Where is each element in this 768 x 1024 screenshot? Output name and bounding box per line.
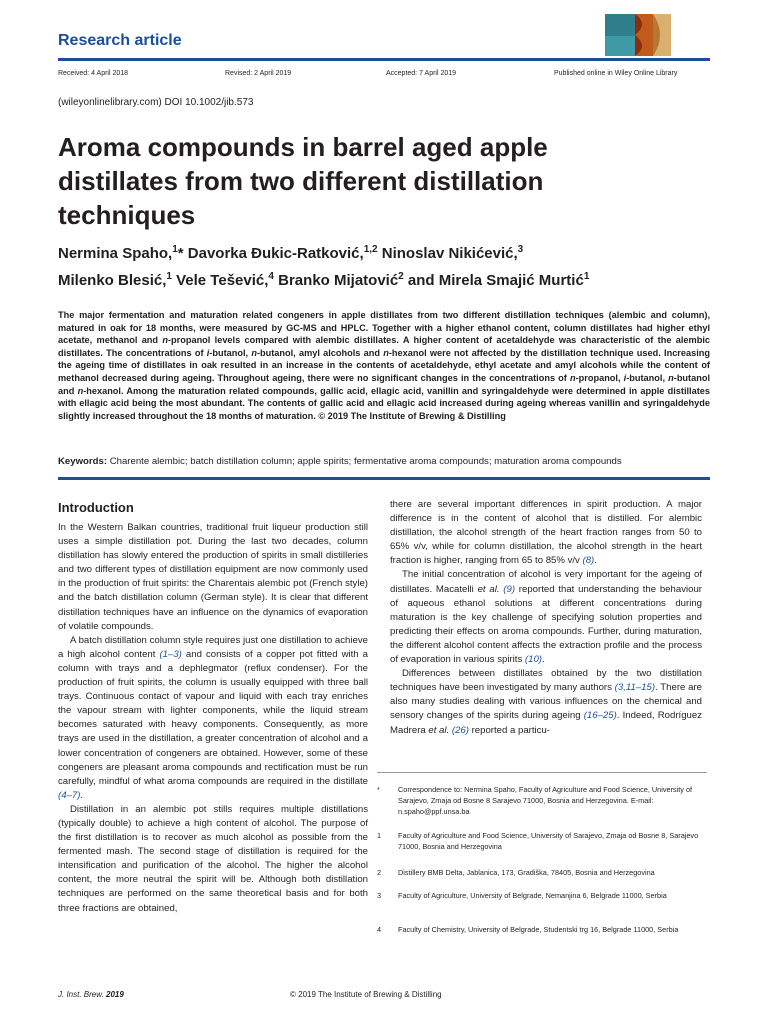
author-name: Milenko Blesić, [58,272,167,289]
footnote-rule [377,772,707,773]
body-column-right [390,498,702,738]
footnote-affiliation: 1 Faculty of Agriculture and Food Science, University of Sarajevo, Zmaja od Bosne 8, Sarajevo 71000, Bosnia and Herzegovina [377,831,699,851]
paragraph: there are several important differences in spirit production. A major difference is in the content of alcohol that is distilled. For alembic distillation, the alcohol strength of the heart fraction ranges from 50 to 65% v/v, while for column distillation, the alcohol strength in the heart fraction is higher, ranging from 65 to 85% v/v (8). [390,499,702,567]
keywords-text: Charente alembic; batch distillation column; apple spirits; fermentative aroma compounds; maturation aroma compounds [107,456,622,467]
journal-logo [605,14,671,56]
abstract: The major fermentation and maturation related congeners in apple distillates from two different distillation techniques (alembic and column), matured in oak for 18 months, were measured by GC-MS and HPLC. Together with a higher ethanol content, column distillates had higher ethyl acetate, methanol and n-propanol levels compared with alembic distillates. A higher content of acetaldehyde was characteristic of the alembic distillates. The concentrations of i-butanol, n-butanol, amyl alcohols and n-hexanol were not affected by the distillation technique used. Increasing the ageing time of distillates in oak resulted in an increase in the contents of acetaldehyde, ethyl acetate and amyl alcohols while the content of methanol decreased during ageing. Throughout ageing, there were no significant changes in the concentrations of n-propanol, i-butanol, n-butanol and n-hexanol. Among the maturation related compounds, gallic acid, ellagic acid, vanillin and syringaldehyde were determined in apple distillates with ellagic acid being the most abundant. The contents of gallic acid and ellagic acid increased during ageing whereas vanillin and syringaldehyde slightly increased throughout the 18 months of maturation. © 2019 The Institute of Brewing & Distilling [58,310,710,421]
paragraph: The initial concentration of alcohol is very important for the ageing of distillates. Macatelli et al. (9) reported that understanding the behaviour of aqueous ethanol solutions at different concentrations during maturation is the key challenge of specifying solution properties and predicting their effects on aroma compounds. Further, during maturation, the different alcohol content affects the extraction profile and the process of evaporation in various spirits (10). [390,569,702,666]
citation-link[interactable]: (16–25) [583,710,617,722]
keywords [58,456,710,468]
footnote-affiliation: 3 Faculty of Agriculture, University of Belgrade, Nemanjina 6, Belgrade 11000, Serbia [377,891,667,900]
published-online: Published online in Wiley Online Library [554,70,678,77]
author-name: Branko Mijatović [278,272,399,289]
footnote-affiliation: 4 Faculty of Chemistry, University of Belgrade, Studentski trg 16, Belgrade 11000, Serbia [377,925,679,934]
section-heading-introduction: Introduction [58,500,134,515]
footer-journal: J. Inst. Brew. 2019 [58,990,124,999]
citation-link[interactable]: (1–3) [159,648,182,660]
author-name: Davorka Đukic-Ratković, [187,245,364,262]
footnote-correspondence: * Correspondence to: Nermina Spaho, Faculty of Agriculture and Food Science, University of Sarajevo, Zmaja od Bosne 8 Sarajevo 71000, Bosnia and Herzegovina. E-mail: n.spaho@ppf.unsa.ba [377,785,693,816]
header-rule [58,58,710,61]
citation-link[interactable]: (4–7) [58,789,81,801]
paragraph: A batch distillation column style requires just one distillation to achieve a high alcohol content (1–3) and consists of a copper pot fitted with a column with trays and a dephlegmator (reflux condenser). For the production of fruit spirits, the column is usually equipped with three ball trays. Continuous contact of vapour and liquid with each tray enriches the vapour stream with lighter components, while the liquid stream becomes saturated with heavy components. Consequently, as more trays are used in the distillation, a greater concentration of alcohol and a lower concentration of congeners are obtained. However, some of these congeners are pleasant aroma compounds and rectification must be run carefully, mindful of what aroma compounds are required in the distillate (4–7). [58,634,368,801]
citation-link[interactable]: (26) [449,724,469,736]
paragraph: Differences between distillates obtained by the two distillation techniques have been investigated by many authors (3,11–15). There are also many studies dealing with various influences on the chemical and sensory changes of the spirits during ageing (16–25). Indeed, Rodríguez Madrera et al. (26) reported a particu- [390,668,702,736]
paragraph: In the Western Balkan countries, traditional fruit liqueur production still uses a simple distillation pot. During the last two decades, column distillation has slowly entered the production of spirits in small distilleries and two different types of distillation equipment are now commonly used in the production of fruit spirits: the Charentais alembic pot (French style) and the batch distillation column (German style). It is clear that different distillation techniques have an influence on the dynamics of evaporation of volatile compounds. [58,522,368,632]
section-rule [58,477,710,480]
citation-link[interactable]: (10) [524,654,542,666]
author-name: Nermina Spaho, [58,245,173,262]
doi: (wileyonlinelibrary.com) DOI 10.1002/jib.573 [58,97,254,108]
author-list: Nermina Spaho,$^1$* Davorka Đukic-Ratković,$^{1,2}$ Ninoslav Nikićević,$^3$ Milenko Blesić,$^1$ Vele Tešević,$^4$ Branko Mijatović$^2$ and Mirela Smajić Murtić$^1$ [58,244,590,289]
citation-link[interactable]: (8) [582,555,595,567]
article-title: Aroma compounds in barrel aged apple distillates from two different distillation techniques [58,132,548,230]
article-type-label: Research article [58,32,182,49]
citation-link[interactable]: (3,11–15) [614,682,656,694]
author-name: Mirela Smajić Murtić [438,272,584,289]
accepted-date: Accepted: 7 April 2019 [386,70,457,77]
paragraph: Distillation in an alembic pot stills requires multiple distillations (typically double) to achieve a high content of alcohol. The purpose of the first distillation is to recover as much alcohol as possible from the fermented mash. The second stage of distillation is required for the intensification and purification of the alcohol. The higher the alcohol content, the more neutral the spirit will be. Although both distillation techniques are performed on the same theoretical basis and for both three fractions are obtained, [58,803,368,914]
footer-copyright: © 2019 The Institute of Brewing & Distilling [290,990,442,999]
received-date: Received: 4 April 2018 [58,70,129,77]
body-column-left [58,521,368,916]
footnote-affiliation: 2 Distillery BMB Delta, Jablanica, 173, Gradiška, 78405, Bosnia and Herzegovina [377,868,655,877]
author-name: Ninoslav Nikićević, [381,245,518,262]
citation-link[interactable]: (9) [499,583,516,595]
author-name: Vele Tešević, [176,272,269,289]
keywords-label: Keywords: [58,456,108,467]
revised-date: Revised: 2 April 2019 [225,70,292,77]
